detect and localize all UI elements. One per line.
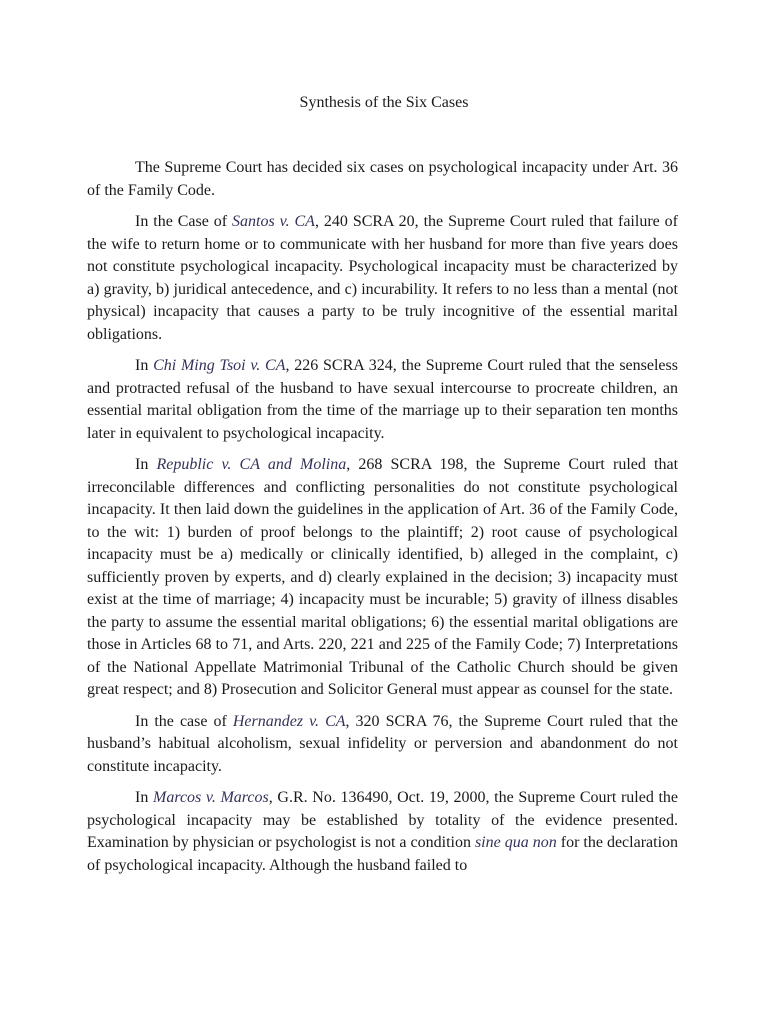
paragraph <box>87 157 678 202</box>
paragraph <box>87 211 678 346</box>
paragraph-text: , G.R. No. 136490, Oct. 19, 2000, the Supreme Court ruled the psychological incapacity may be established by totality of the evidence presented. Examination by physician or psychologist is not a condition <box>87 789 679 851</box>
paragraph-text: In the Case of <box>135 213 233 230</box>
paragraph-text: In the case of <box>135 712 233 730</box>
latin-phrase: sine qua non <box>474 834 557 851</box>
case-citation: Santos v. CA <box>232 213 315 230</box>
paragraph-text: for the declaration of psychological incapacity. Although the husband failed to <box>87 834 679 874</box>
case-citation: Republic v. CA and Molina <box>156 456 347 473</box>
document-title: Synthesis of the Six Cases <box>299 94 469 111</box>
paragraph-text: , 226 SCRA 324, the Supreme Court ruled that the senseless and protracted refusal of the husband to have sexual intercourse to procreate children, an essential marital obligation from the time of the marriage up to their separation ten months later in equivalent to psychological incapacity. <box>87 357 678 442</box>
paragraph <box>87 787 678 877</box>
paragraph <box>87 355 678 445</box>
paragraph-text: , 240 SCRA 20, the Supreme Court ruled that failure of the wife to return home or to communicate with her husband for more than five years does not constitute psychological incapacity. Psychological incapacity must be characterized by a) gravity, b) juridical antecedence, and c) incurability. It refers to no less than a mental (not physical) incapacity that causes a party to be truly incognitive of the essential marital obligations. <box>87 213 679 343</box>
paragraph <box>87 711 678 779</box>
document-body <box>87 157 678 886</box>
paragraph <box>87 454 678 702</box>
case-citation: Chi Ming Tsoi v. CA <box>153 357 286 374</box>
case-citation: Marcos v. Marcos <box>152 789 269 806</box>
case-citation: Hernandez v. CA <box>232 712 346 730</box>
paragraph-text: In <box>135 357 154 374</box>
paragraph-text: , 268 SCRA 198, the Supreme Court ruled that irreconcilable differences and conflicting personalities do not constitute psychological incapacity. It then laid down the guidelines in the application of Art. 36 of the Family Code, to the wit: 1) burden of proof belongs to the plaintiff; 2) root cause of psychological incapacity must be a) medically or clinically identified, b) alleged in the complaint, c) sufficiently proven by experts, and d) clearly explained in the decision; 3) incapacity must exist at the time of marriage; 4) incapacity must be incurable; 5) gravity of illness disables the party to assume the essential marital obligations; 6) the essential marital obligations are those in Articles 68 to 71, and Arts. 220, 221 and 225 of the Family Code; 7) Interpretations of the National Appellate Matrimonial Tribunal of the Catholic Church should be given great respect; and 8) Prosecution and Solicitor General must appear as counsel for the state. <box>87 456 679 698</box>
paragraph-text: In <box>135 789 153 806</box>
paragraph-text: The Supreme Court has decided six cases on psychological incapacity under Art. 36 of the Family Code. <box>87 159 678 199</box>
paragraph-text: In <box>135 456 157 473</box>
paragraph-text: , 320 SCRA 76, the Supreme Court ruled that the husband’s habitual alcoholism, sexual infidelity or perversion and abandonment do not constitute incapacity. <box>87 712 679 775</box>
